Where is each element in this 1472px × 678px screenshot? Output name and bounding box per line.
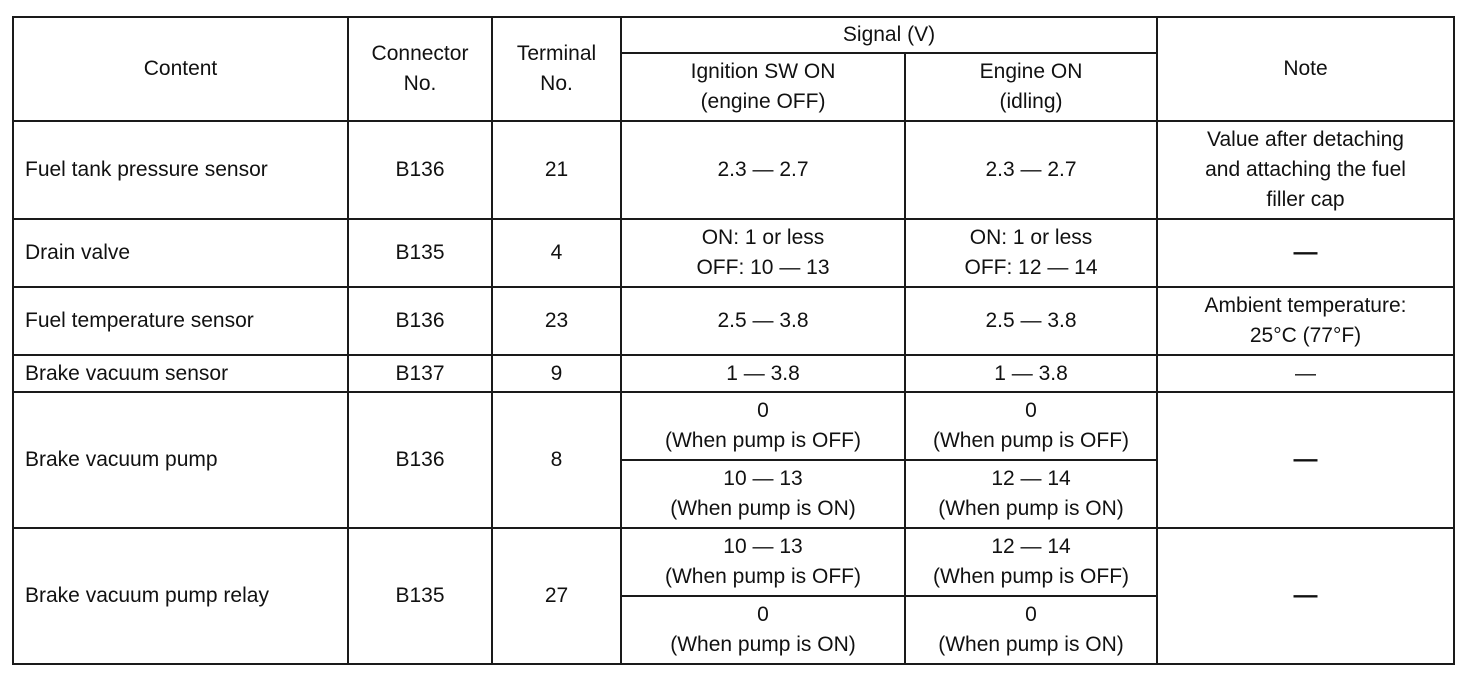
row-engine-signal — [905, 528, 1157, 596]
row-note — [1157, 121, 1454, 219]
header-connector — [348, 17, 492, 121]
row-engine-signal: 2.5 — 3.8 — [905, 287, 1157, 355]
signal-line: (When pump is ON) — [938, 633, 1124, 656]
row-note: — — [1157, 355, 1454, 392]
row-ignition-signal — [621, 596, 905, 664]
header-note: Note — [1157, 17, 1454, 121]
signal-line: 0 — [1025, 399, 1037, 422]
note-line: filler cap — [1266, 188, 1345, 211]
header-engine — [905, 53, 1157, 121]
signal-line: (When pump is ON) — [938, 497, 1124, 520]
row-connector: B136 — [348, 121, 492, 219]
row-connector: B136 — [348, 392, 492, 528]
row-note: — — [1157, 219, 1454, 287]
row-content: Brake vacuum pump relay — [13, 528, 348, 664]
note-line: Value after detaching — [1207, 128, 1404, 151]
row-terminal: 9 — [492, 355, 621, 392]
signal-line: (When pump is OFF) — [664, 565, 862, 588]
table-row — [13, 528, 1454, 596]
row-content: Fuel temperature sensor — [13, 287, 348, 355]
row-engine-signal — [905, 460, 1157, 528]
signal-line: 12 — 14 — [991, 535, 1071, 558]
row-note — [1157, 287, 1454, 355]
row-engine-signal — [905, 596, 1157, 664]
table-row — [13, 392, 1454, 460]
row-engine-signal: 2.3 — 2.7 — [905, 121, 1157, 219]
row-connector: B135 — [348, 528, 492, 664]
signal-line: 0 — [1025, 603, 1037, 626]
row-ignition-signal — [621, 460, 905, 528]
row-ignition-signal: 2.5 — 3.8 — [621, 287, 905, 355]
signal-line: 0 — [757, 603, 769, 626]
row-content: Brake vacuum sensor — [13, 355, 348, 392]
row-connector: B135 — [348, 219, 492, 287]
signal-line: 0 — [757, 399, 769, 422]
row-content: Drain valve — [13, 219, 348, 287]
row-connector: B136 — [348, 287, 492, 355]
signal-spec-table — [12, 16, 1455, 665]
table-row — [13, 355, 1454, 392]
signal-line: ON: 1 or less — [969, 226, 1093, 249]
signal-line: 10 — 13 — [723, 467, 803, 490]
header-ignition — [621, 53, 905, 121]
row-ignition-signal — [621, 528, 905, 596]
note-line: and attaching the fuel — [1205, 158, 1406, 181]
row-terminal: 4 — [492, 219, 621, 287]
header-terminal-line2: No. — [540, 72, 573, 95]
row-engine-signal: 1 — 3.8 — [905, 355, 1157, 392]
row-ignition-signal — [621, 392, 905, 460]
header-ignition-line1: Ignition SW ON — [690, 60, 836, 83]
signal-line: (When pump is OFF) — [932, 565, 1130, 588]
row-connector: B137 — [348, 355, 492, 392]
signal-line: (When pump is OFF) — [932, 429, 1130, 452]
header-signal: Signal (V) — [621, 17, 1157, 53]
row-ignition-signal: 1 — 3.8 — [621, 355, 905, 392]
header-content: Content — [13, 17, 348, 121]
row-engine-signal — [905, 392, 1157, 460]
header-connector-line1: Connector — [371, 42, 469, 65]
header-terminal — [492, 17, 621, 121]
header-terminal-line1: Terminal — [516, 42, 597, 65]
note-line: 25°C (77°F) — [1249, 324, 1362, 347]
header-engine-line2: (idling) — [999, 90, 1063, 113]
header-connector-line2: No. — [403, 72, 437, 95]
row-content: Brake vacuum pump — [13, 392, 348, 528]
row-note: — — [1157, 528, 1454, 664]
row-ignition-signal: 2.3 — 2.7 — [621, 121, 905, 219]
signal-line: (When pump is OFF) — [664, 429, 862, 452]
row-note: — — [1157, 392, 1454, 528]
note-line: Ambient temperature: — [1204, 294, 1407, 317]
table-row — [13, 121, 1454, 219]
row-engine-signal — [905, 219, 1157, 287]
signal-line: OFF: 10 — 13 — [696, 256, 830, 279]
row-terminal: 23 — [492, 287, 621, 355]
row-content: Fuel tank pressure sensor — [13, 121, 348, 219]
row-terminal: 21 — [492, 121, 621, 219]
signal-line: ON: 1 or less — [701, 226, 825, 249]
header-engine-line1: Engine ON — [979, 60, 1083, 83]
table-row — [13, 219, 1454, 287]
table-row — [13, 287, 1454, 355]
signal-line: (When pump is ON) — [670, 633, 856, 656]
header-row — [13, 17, 1454, 53]
signal-line: 10 — 13 — [723, 535, 803, 558]
signal-line: (When pump is ON) — [670, 497, 856, 520]
header-ignition-line2: (engine OFF) — [700, 90, 826, 113]
signal-line: OFF: 12 — 14 — [964, 256, 1098, 279]
row-terminal: 27 — [492, 528, 621, 664]
row-ignition-signal — [621, 219, 905, 287]
signal-line: 12 — 14 — [991, 467, 1071, 490]
row-terminal: 8 — [492, 392, 621, 528]
